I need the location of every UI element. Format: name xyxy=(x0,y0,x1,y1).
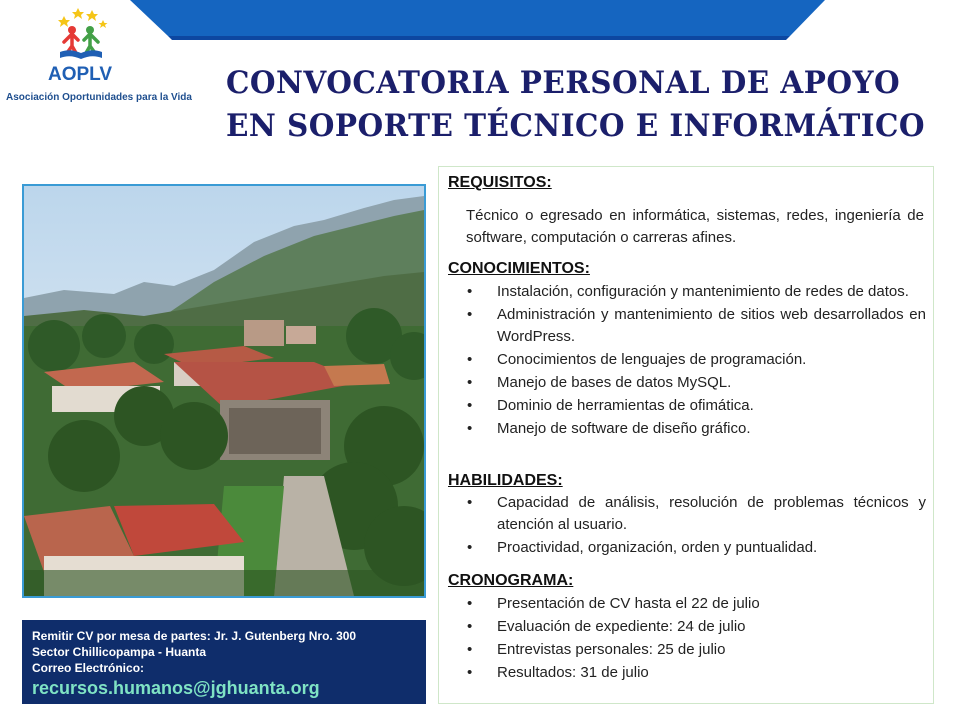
logo-tagline: Asociación Oportunidades para la Vida xyxy=(6,92,192,103)
contact-address-line-2: Sector Chillicopampa - Huanta xyxy=(32,645,207,659)
requisitos-heading: REQUISITOS: xyxy=(448,174,552,191)
requisitos-text: Técnico o egresado en informática, sistemas, redes, ingeniería de software, computación o carreras afines. xyxy=(466,207,924,246)
list-item: • Manejo de bases de datos MySQL. xyxy=(463,372,926,394)
contact-email-label: Correo Electrónico: xyxy=(32,661,145,675)
list-item: • Evaluación de expediente: 24 de julio xyxy=(463,616,926,638)
contact-box xyxy=(22,620,426,704)
contact-email-link[interactable]: recursos.humanos@jghuanta.org xyxy=(32,678,320,698)
habilidades-list xyxy=(463,492,926,560)
requirements-panel xyxy=(438,166,934,704)
conocimientos-heading: CONOCIMIENTOS: xyxy=(448,260,590,277)
list-item: • Resultados: 31 de julio xyxy=(463,662,926,684)
organization-logo xyxy=(6,6,206,106)
campus-photo xyxy=(22,184,426,598)
logo-emblem-icon xyxy=(6,6,154,66)
list-item: • Presentación de CV hasta el 22 de julio xyxy=(463,593,926,615)
list-item: • Entrevistas personales: 25 de julio xyxy=(463,639,926,661)
page-title xyxy=(226,62,926,148)
list-item: • Dominio de herramientas de ofimática. xyxy=(463,395,926,417)
list-item: • Manejo de software de diseño gráfico. xyxy=(463,418,926,440)
cronograma-list xyxy=(463,593,926,685)
conocimientos-list xyxy=(463,281,926,441)
list-item: • Instalación, configuración y mantenimiento de redes de datos. xyxy=(463,281,926,303)
contact-address-line-1: Remitir CV por mesa de partes: Jr. J. Gutenberg Nro. 300 xyxy=(32,629,357,643)
habilidades-heading: HABILIDADES: xyxy=(448,472,563,489)
logo-name: AOPLV xyxy=(47,64,113,85)
list-item: • Proactividad, organización, orden y puntualidad. xyxy=(463,537,926,559)
cronograma-heading: CRONOGRAMA: xyxy=(448,572,574,589)
list-item: • Administración y mantenimiento de sitios web desarrollados en WordPress. xyxy=(463,304,926,348)
title-line-1: CONVOCATORIA PERSONAL DE APOYO xyxy=(226,65,901,101)
list-item: • Capacidad de análisis, resolución de problemas técnicos y atención al usuario. xyxy=(463,492,926,536)
title-line-2: EN SOPORTE TÉCNICO E INFORMÁTICO xyxy=(226,108,926,144)
list-item: • Conocimientos de lenguajes de programación. xyxy=(463,349,926,371)
